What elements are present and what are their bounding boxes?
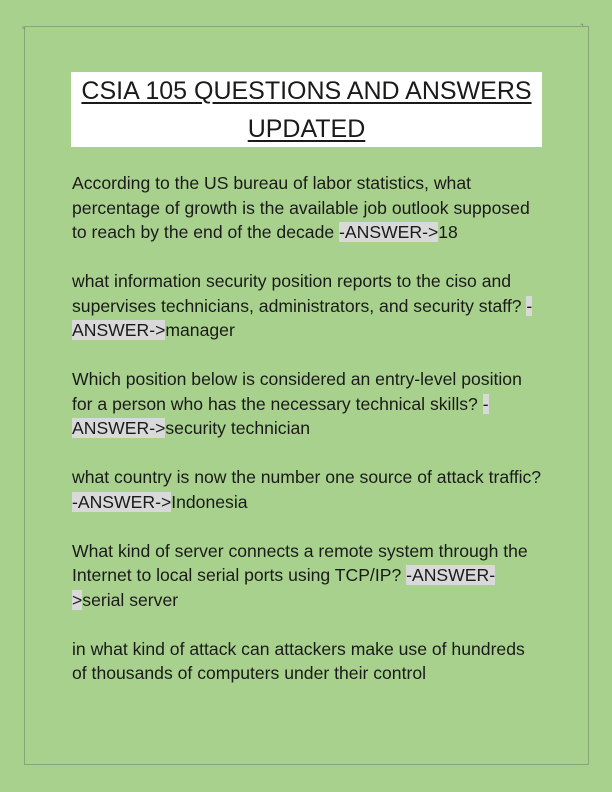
qa-item [72,465,542,514]
question-text: Which position below is considered an entry-level position for a person who has the necessary technical skills? [72,369,522,414]
question-text: what country is now the number one source of attack traffic? [72,467,542,487]
answer-marker: -ANSWER-> [72,565,496,610]
title-line-2: UPDATED [247,115,366,143]
answer-marker: -ANSWER-> [72,295,533,340]
corner-mark-top-left: ⌞ [22,21,26,30]
answer-marker: -ANSWER-> [339,222,439,242]
question-text: According to the US bureau of labor statistics, what percentage of growth is the available job outlook supposed to reach by the end of the decade [72,173,530,242]
answer-text: serial server [82,589,179,610]
qa-item [72,637,542,686]
answer-text: security technician [165,418,311,438]
qa-item [72,539,542,613]
answer-text: 18 [438,222,458,242]
answer-text: Indonesia [171,491,248,512]
question-text: What kind of server connects a remote system through the Internet to local serial ports using TCP/IP? [72,540,528,585]
corner-mark-top-right: ⌝ [580,23,584,32]
qa-item [72,367,542,441]
title-line-1: CSIA 105 QUESTIONS AND ANSWERS [81,77,532,105]
qa-item [72,171,542,245]
answer-marker: -ANSWER-> [72,393,489,438]
title-box [71,72,542,147]
qa-item [72,269,542,343]
qa-list [72,171,542,710]
question-text: in what kind of attack can attackers make use of hundreds of thousands of computers under their control [72,638,525,683]
question-text: what information security position reports to the ciso and supervises technicians, administrators, and security staff? [72,271,522,316]
answer-marker: -ANSWER-> [72,491,172,512]
answer-text: manager [165,320,235,340]
